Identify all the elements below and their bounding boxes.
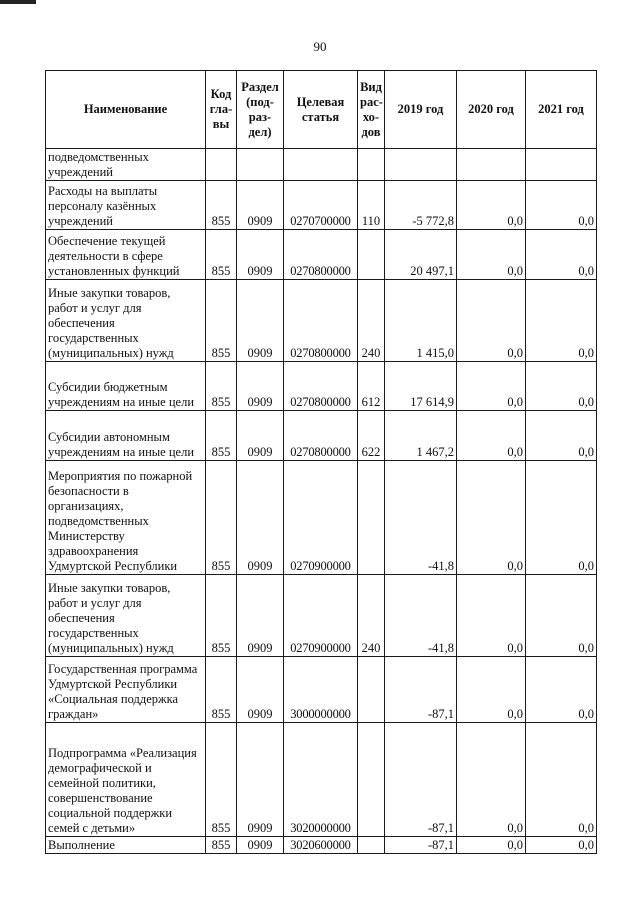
row-2019: 1 415,0 — [385, 280, 457, 362]
row-kind: 110 — [358, 181, 385, 230]
row-section: 0909 — [237, 723, 284, 837]
header-name: Наименование — [46, 71, 206, 149]
row-section: 0909 — [237, 280, 284, 362]
row-2019: 20 497,1 — [385, 230, 457, 280]
row-article — [284, 149, 358, 181]
row-2020: 0,0 — [457, 723, 526, 837]
row-section: 0909 — [237, 181, 284, 230]
table-row — [46, 575, 597, 657]
row-article: 0270800000 — [284, 411, 358, 461]
row-code: 855 — [206, 411, 237, 461]
table-row — [46, 411, 597, 461]
row-kind — [358, 837, 385, 854]
row-2019: -87,1 — [385, 723, 457, 837]
row-section: 0909 — [237, 837, 284, 854]
row-2020: 0,0 — [457, 837, 526, 854]
row-code: 855 — [206, 461, 237, 575]
row-2020: 0,0 — [457, 461, 526, 575]
row-code: 855 — [206, 575, 237, 657]
table-row — [46, 230, 597, 280]
row-kind: 240 — [358, 280, 385, 362]
header-section: Раздел (под-раз-дел) — [237, 71, 284, 149]
row-section: 0909 — [237, 411, 284, 461]
table-row — [46, 461, 597, 575]
row-section: 0909 — [237, 362, 284, 411]
row-2020: 0,0 — [457, 280, 526, 362]
row-2019: -41,8 — [385, 575, 457, 657]
row-2020: 0,0 — [457, 575, 526, 657]
row-kind — [358, 657, 385, 723]
row-code: 855 — [206, 181, 237, 230]
header-2020: 2020 год — [457, 71, 526, 149]
row-article: 0270800000 — [284, 362, 358, 411]
row-article: 0270900000 — [284, 461, 358, 575]
row-2021: 0,0 — [526, 461, 597, 575]
row-section: 0909 — [237, 461, 284, 575]
table-row — [46, 149, 597, 181]
row-2019: -41,8 — [385, 461, 457, 575]
row-2021: 0,0 — [526, 723, 597, 837]
scan-corner-mark — [0, 0, 36, 4]
row-name: Государственная программа Удмуртской Республики «Социальная поддержка граждан» — [46, 657, 206, 723]
row-article: 0270800000 — [284, 230, 358, 280]
row-article: 0270700000 — [284, 181, 358, 230]
row-2019: 1 467,2 — [385, 411, 457, 461]
row-name: Мероприятия по пожарной безопасности в организациях, подведомственных Министерству здравоохранения Удмуртской Республики — [46, 461, 206, 575]
row-article: 3020000000 — [284, 723, 358, 837]
row-article: 0270800000 — [284, 280, 358, 362]
header-code: Код гла-вы — [206, 71, 237, 149]
row-2021: 0,0 — [526, 575, 597, 657]
row-section: 0909 — [237, 575, 284, 657]
row-2019: 17 614,9 — [385, 362, 457, 411]
row-2021: 0,0 — [526, 181, 597, 230]
table-row — [46, 837, 597, 854]
row-code: 855 — [206, 230, 237, 280]
row-2019 — [385, 149, 457, 181]
row-name: Субсидии бюджетным учреждениям на иные цели — [46, 362, 206, 411]
table-row — [46, 280, 597, 362]
row-2019: -87,1 — [385, 837, 457, 854]
row-code: 855 — [206, 837, 237, 854]
header-article: Целевая статья — [284, 71, 358, 149]
row-2019: -87,1 — [385, 657, 457, 723]
row-kind — [358, 230, 385, 280]
row-2020: 0,0 — [457, 230, 526, 280]
row-article: 3020600000 — [284, 837, 358, 854]
row-kind — [358, 149, 385, 181]
row-name: подведомственных учреждений — [46, 149, 206, 181]
row-kind: 622 — [358, 411, 385, 461]
row-2021: 0,0 — [526, 280, 597, 362]
row-2019: -5 772,8 — [385, 181, 457, 230]
row-section — [237, 149, 284, 181]
row-2021: 0,0 — [526, 362, 597, 411]
row-section: 0909 — [237, 230, 284, 280]
row-2021 — [526, 149, 597, 181]
row-section: 0909 — [237, 657, 284, 723]
row-name: Иные закупки товаров, работ и услуг для обеспечения государственных (муниципальных) нужд — [46, 280, 206, 362]
row-name: Расходы на выплаты персоналу казённых учреждений — [46, 181, 206, 230]
row-kind: 612 — [358, 362, 385, 411]
row-kind — [358, 723, 385, 837]
row-name: Подпрограмма «Реализация демографической и семейной политики, совершенствование социальной поддержки семей с детьми» — [46, 723, 206, 837]
header-2019: 2019 год — [385, 71, 457, 149]
header-2021: 2021 год — [526, 71, 597, 149]
table-header-row — [46, 71, 597, 149]
row-code: 855 — [206, 657, 237, 723]
row-name: Выполнение — [46, 837, 206, 854]
table-row — [46, 723, 597, 837]
row-name: Иные закупки товаров, работ и услуг для обеспечения государственных (муниципальных) нужд — [46, 575, 206, 657]
row-2021: 0,0 — [526, 657, 597, 723]
row-name: Обеспечение текущей деятельности в сфере установленных функций — [46, 230, 206, 280]
row-code: 855 — [206, 362, 237, 411]
row-code: 855 — [206, 280, 237, 362]
row-2020: 0,0 — [457, 411, 526, 461]
row-code: 855 — [206, 723, 237, 837]
budget-table — [45, 70, 597, 854]
header-kind: Вид рас-хо-дов — [358, 71, 385, 149]
table-row — [46, 181, 597, 230]
row-kind: 240 — [358, 575, 385, 657]
row-kind — [358, 461, 385, 575]
row-article: 0270900000 — [284, 575, 358, 657]
row-2021: 0,0 — [526, 230, 597, 280]
row-2020: 0,0 — [457, 362, 526, 411]
row-code — [206, 149, 237, 181]
row-article: 3000000000 — [284, 657, 358, 723]
row-2020: 0,0 — [457, 657, 526, 723]
page-number: 90 — [313, 39, 327, 54]
row-2021: 0,0 — [526, 837, 597, 854]
row-2020 — [457, 149, 526, 181]
row-name: Субсидии автономным учреждениям на иные цели — [46, 411, 206, 461]
row-2021: 0,0 — [526, 411, 597, 461]
table-row — [46, 657, 597, 723]
table-row — [46, 362, 597, 411]
row-2020: 0,0 — [457, 181, 526, 230]
